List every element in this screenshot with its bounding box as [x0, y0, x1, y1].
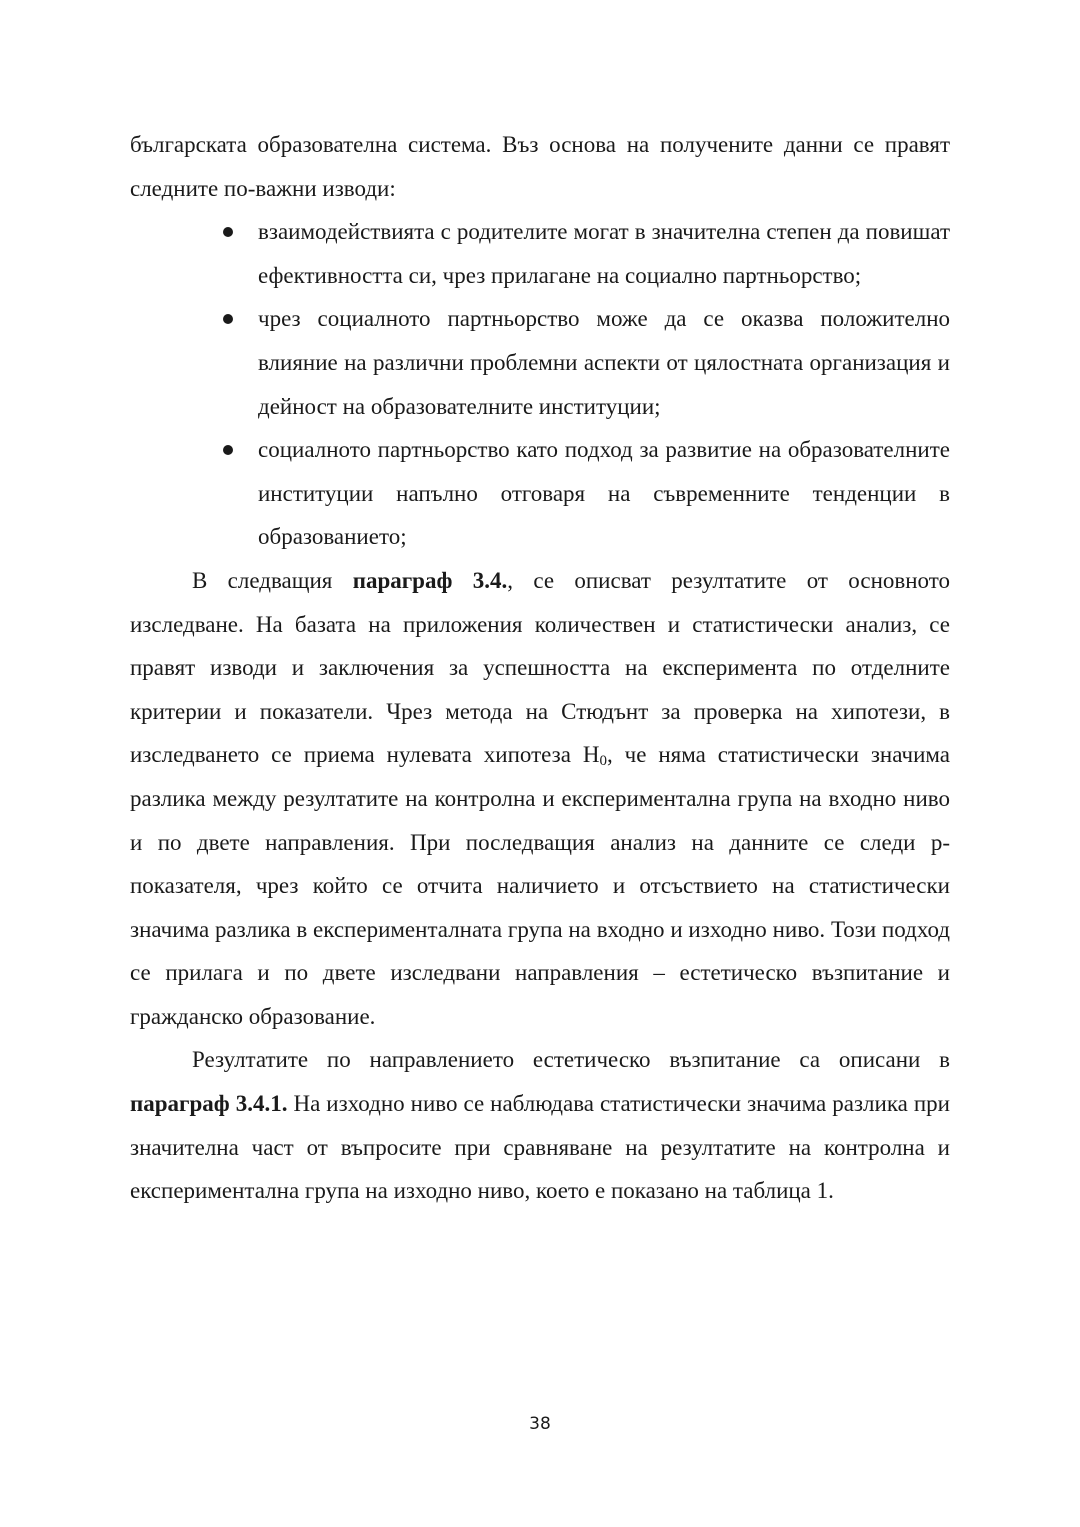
paragraph-section-3-4-1	[130, 1038, 950, 1212]
paragraph-lead: В следващия	[192, 567, 353, 593]
paragraph-text: Резултатите по направлението естетическо възпитание са описани в	[192, 1047, 950, 1073]
bullet-icon	[223, 445, 233, 455]
section-reference: параграф 3.4.	[352, 567, 508, 593]
paragraph-text: На изходно ниво се наблюдава статистически значима разлика при значителна част от въпросите при сравняване на резултатите на контролна и експериментална група на изходно ниво, което е показано на таблица 1.	[130, 1091, 950, 1204]
list-item-text: социалното партньорство като подход за развитие на образователните институции напълно отговаря на съвременните тенденции в образованието;	[258, 437, 950, 550]
conclusions-list	[130, 210, 950, 559]
bullet-icon	[223, 227, 233, 237]
list-item	[258, 428, 950, 559]
list-item	[258, 297, 950, 428]
paragraph-text: , че няма статистически значима разлика между резултатите на контролна и експериментална група на входно ниво и по двете направления. При последващия анализ на данните се следи р-показателя, чрез който се отчита наличието и отсъствието на статистически значима разлика в експерименталната група на входно и изходно ниво. Този подход се прилага и по двете изследвани направления – естетическо възпитание и гражданско образование.	[130, 742, 950, 1029]
paragraph-text: , се описват резултатите от основното изследване. На базата на приложения количествен и статистически анализ, се правят изводи и заключения за успешността на експеримента по отделните критерии и показатели. Чрез метода на Стюдънт за проверка на хипотези, в изследването се приема нулевата хипотеза Н	[130, 567, 951, 768]
list-item	[258, 210, 950, 297]
list-item-text: взаимодействията с родителите могат в значителна степен да повишат ефективността си, чрез прилагане на социално партньорство;	[258, 219, 950, 288]
intro-paragraph: българската образователна система. Въз основа на получените данни се правят следните по-важни изводи:	[130, 132, 950, 201]
list-item-text: чрез социалното партньорство може да се оказва положително влияние на различни проблемни аспекти от цялостната организация и дейност на образователните институции;	[258, 306, 950, 419]
page-number: 38	[529, 1414, 551, 1434]
page-body	[130, 123, 950, 1213]
section-reference: параграф 3.4.1.	[130, 1091, 288, 1117]
bullet-icon	[223, 314, 233, 324]
paragraph-section-3-4	[130, 559, 950, 1039]
hypothesis-subscript: 0	[599, 753, 607, 770]
